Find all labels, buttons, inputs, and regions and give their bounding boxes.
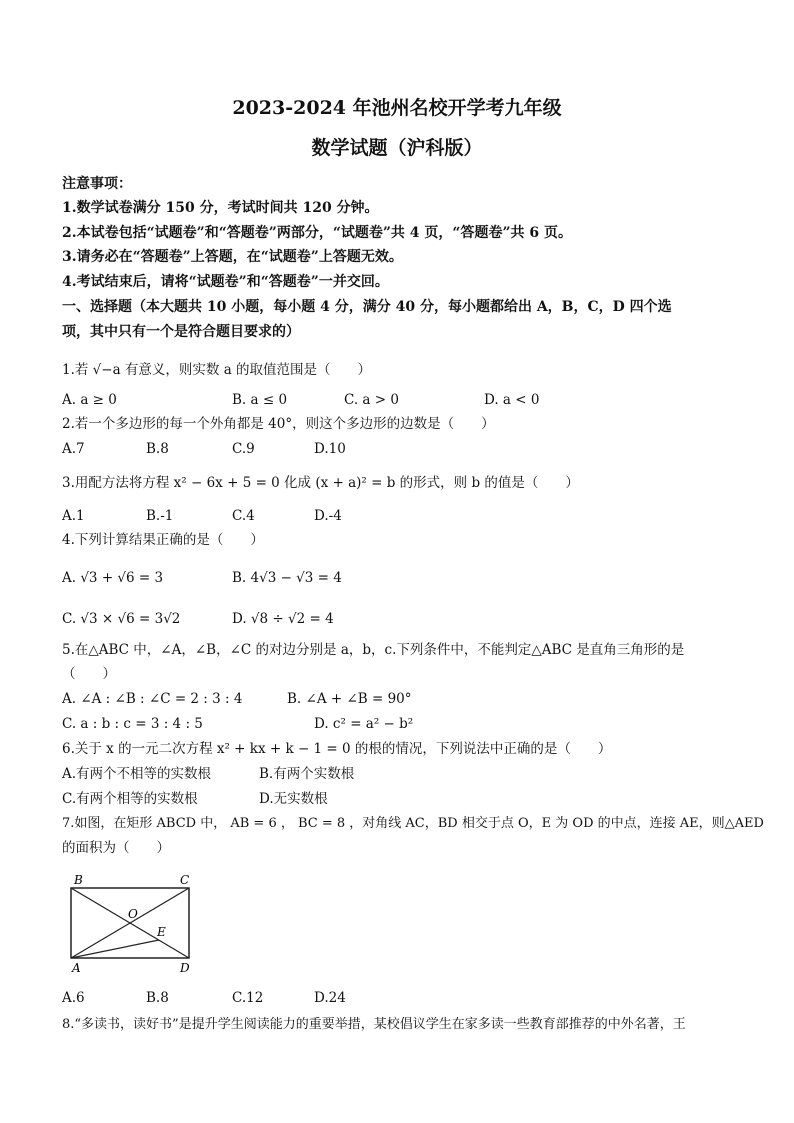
option-d: D.-4 xyxy=(314,508,342,524)
question-1-stem: 1.若 √−a 有意义，则实数 a 的取值范围是（ ） xyxy=(62,362,372,378)
option-c: C.4 xyxy=(232,508,255,524)
option-d: D. √8 ÷ √2 = 4 xyxy=(232,611,334,627)
notes-heading: 注意事项： xyxy=(62,176,132,192)
question-6-stem: 6.关于 x 的一元二次方程 x² + kx + k − 1 = 0 的根的情况，下列说法中正确的是（ ） xyxy=(62,741,612,757)
option-d: D.10 xyxy=(314,441,346,457)
label-a: A xyxy=(72,961,81,975)
option-a: A.7 xyxy=(62,441,85,457)
question-4-stem: 4.下列计算结果正确的是（ ） xyxy=(62,532,264,548)
option-a: A. √3 + √6 = 3 xyxy=(62,570,164,586)
option-a: A.1 xyxy=(62,508,85,524)
label-b: B xyxy=(74,873,83,887)
option-b: B. 4√3 − √3 = 4 xyxy=(232,570,342,586)
option-a: A. ∠A : ∠B : ∠C = 2 : 3 : 4 xyxy=(62,691,243,707)
option-a: A. a ≥ 0 xyxy=(62,392,117,408)
option-d: D.无实数根 xyxy=(259,791,328,807)
option-b: B.有两个实数根 xyxy=(259,766,355,782)
question-7-stem-cont: 的面积为（ ） xyxy=(62,840,170,856)
option-c: C. a > 0 xyxy=(344,392,399,408)
option-b: B. ∠A + ∠B = 90° xyxy=(287,691,412,707)
option-b: B.8 xyxy=(146,990,169,1006)
note-item: 1.数学试卷满分 150 分，考试时间共 120 分钟。 xyxy=(62,200,379,216)
note-item: 4.考试结束后，请将“试题卷”和“答题卷”一并交回。 xyxy=(62,274,389,290)
option-c: C. √3 × √6 = 3√2 xyxy=(62,611,181,627)
option-c: C.有两个相等的实数根 xyxy=(62,791,198,807)
question-5-stem-cont: （ ） xyxy=(62,666,116,682)
page-title: 2023-2024 年池州名校开学考九年级 xyxy=(232,97,562,119)
option-c: C.9 xyxy=(232,441,255,457)
label-c: C xyxy=(180,873,190,887)
note-item: 3.请务必在“答题卷”上答题，在“试题卷”上答题无效。 xyxy=(62,249,403,265)
option-d: D.24 xyxy=(314,990,346,1006)
option-a: A.有两个不相等的实数根 xyxy=(62,766,212,782)
question-2-stem: 2.若一个多边形的每一个外角都是 40°，则这个多边形的边数是（ ） xyxy=(62,416,495,432)
question-8-stem: 8.“多读书，读好书”是提升学生阅读能力的重要举措，某校倡议学生在家多读一些教育部推荐的中外名著，王 xyxy=(62,1017,686,1032)
option-a: A.6 xyxy=(62,990,85,1006)
option-d: D. a < 0 xyxy=(484,392,540,408)
option-b: B.-1 xyxy=(146,508,174,524)
label-e: E xyxy=(157,925,166,939)
question-3-stem: 3.用配方法将方程 x² − 6x + 5 = 0 化成 (x + a)² = b 的形式，则 b 的值是（ ） xyxy=(62,475,579,491)
question-5-stem: 5.在△ABC 中，∠A，∠B，∠C 的对边分别是 a，b，c.下列条件中，不能判定△ABC 是直角三角形的是 xyxy=(62,642,685,658)
section-heading: 一、选择题（本大题共 10 小题，每小题 4 分，满分 40 分，每小题都给出 A，B，C，D 四个选 xyxy=(62,299,672,315)
option-b: B. a ≤ 0 xyxy=(232,392,288,408)
label-o: O xyxy=(128,907,138,921)
option-b: B.8 xyxy=(146,441,169,457)
rectangle-figure xyxy=(62,872,202,978)
note-item: 2.本试卷包括“试题卷”和“答题卷”两部分，“试题卷”共 4 页，“答题卷”共 6 页。 xyxy=(62,225,573,241)
question-7-stem: 7.如图，在矩形 ABCD 中， AB = 6 ， BC = 8 ，对角线 AC，BD 相交于点 O，E 为 OD 的中点，连接 AE，则△AED xyxy=(62,816,764,831)
label-d: D xyxy=(180,961,190,975)
page-subtitle: 数学试题（沪科版） xyxy=(311,137,483,159)
option-c: C.12 xyxy=(232,990,264,1006)
segment-ae xyxy=(71,940,159,958)
option-d: D. c² = a² − b² xyxy=(314,716,414,732)
section-heading-cont: 项，其中只有一个是符合题目要求的） xyxy=(62,324,300,340)
option-c: C. a : b : c = 3 : 4 : 5 xyxy=(62,716,203,732)
